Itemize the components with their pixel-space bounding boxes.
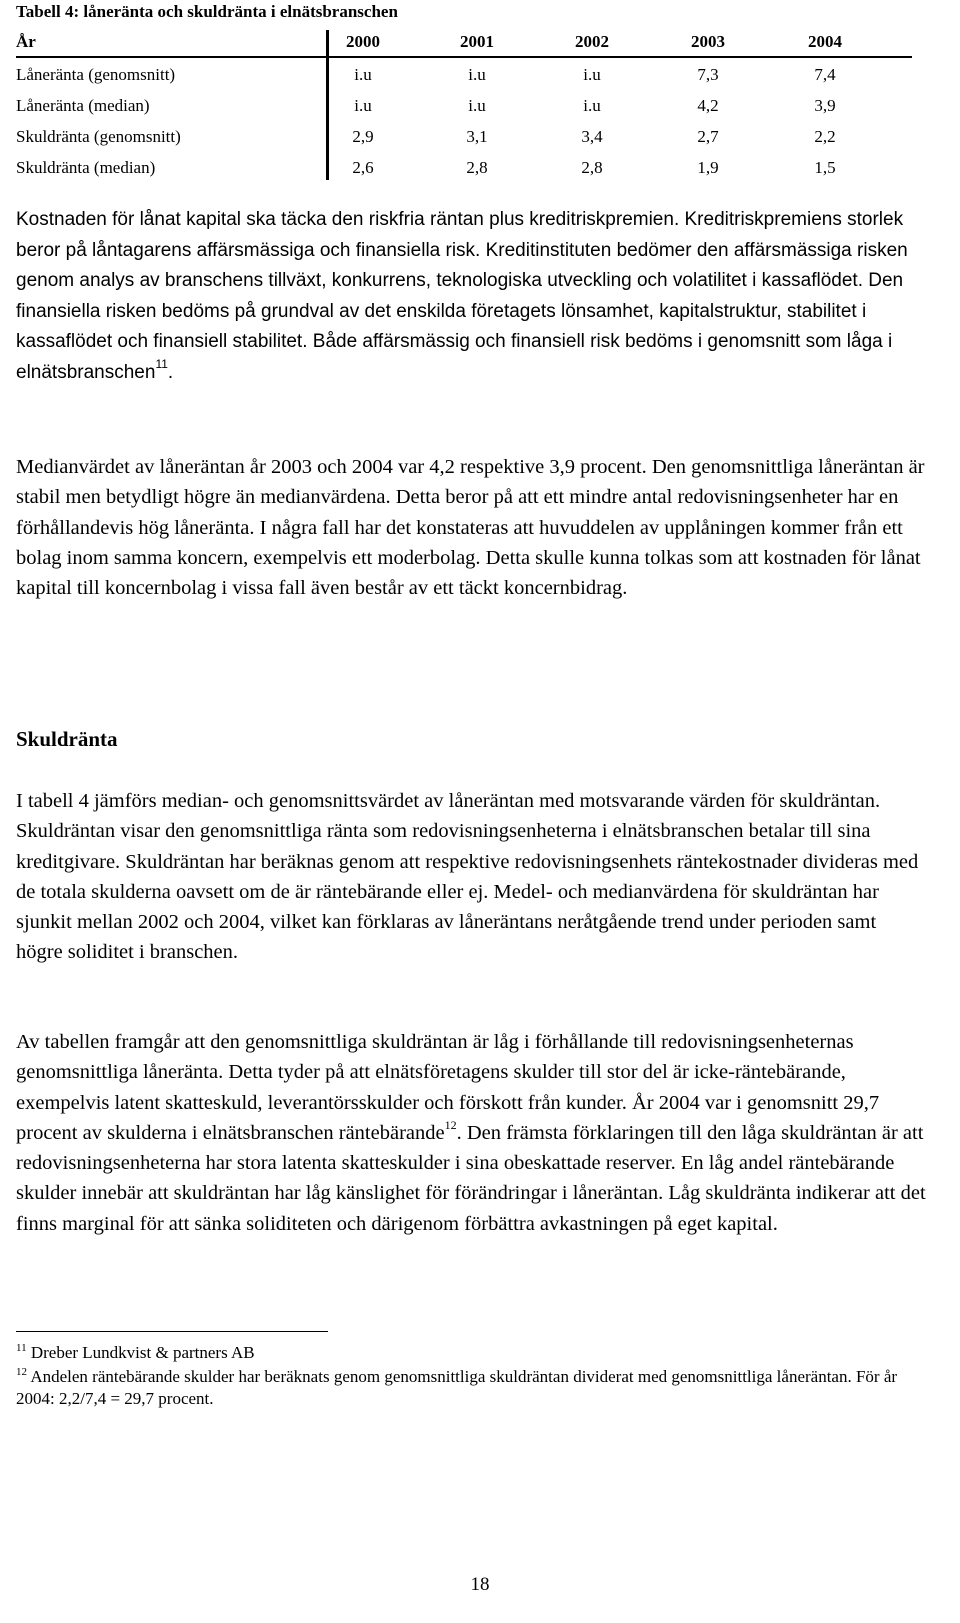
table-cell: 2,2 [814,127,836,146]
footnote-text: Andelen räntebärande skulder har beräknats genom genomsnittliga skuldräntan dividerat med genomsnittliga låneräntan. För år 2004: 2,2/7,4 = 29,7 procent. [16,1367,898,1408]
paragraph-end: . [167,361,174,383]
table-header-year: 2004 [808,32,842,51]
table-cell: 2,6 [352,158,374,177]
footnote-separator [16,1331,328,1332]
table-cell: 1,5 [814,158,836,177]
table-row-label: Skuldränta (median) [16,158,156,177]
interest-rate-table [16,30,912,185]
table-row [16,92,912,123]
table-row [16,61,912,92]
footnote-number: 11 [16,1342,27,1354]
table-header-year: 2000 [346,32,380,51]
table-cell: 2,8 [581,158,603,177]
analysis-paragraph [16,1027,926,1239]
credit-risk-paragraph [16,205,926,388]
paragraph-text: Av tabellen framgår att den genomsnittliga skuldräntan är låg i förhållande till redovisningsenheternas genomsnittliga låneränta. Detta tyder på att elnätsföretagens skulder till stor del är icke-räntebärande, exempelvis latent skatteskuld, leverantörsskulder och förskott från kunder. År 2004 var i genomsnitt 29,7 procent av skulderna i elnätsbranschen räntebärande [16,1031,880,1144]
table-cell: 3,9 [814,96,836,115]
table-header-label: År [16,32,36,51]
table-header-year: 2001 [460,32,494,51]
table-cell: 2,8 [466,158,488,177]
table-cell: i.u [468,65,486,84]
paragraph-text: Kostnaden för lånat kapital ska täcka den riskfria räntan plus kreditriskpremien. Kreditriskpremiens storlek beror på låntagarens affärsmässiga och finansiella risk. Kreditinstituten bedömer den affärsmässiga risken genom analys av branschens tillväxt, konkurrens, teknologiska utveckling och volatilitet i kassaflödet. Den finansiella risken bedöms på grundval av det enskilda företagets lönsamhet, kapitalstruktur, stabilitet i kassaflödet och finansiell stabilitet. Både affärsmässig och finansiell risk bedöms i genomsnitt som låga i elnätsbranschen [16,209,908,383]
table-cell: 1,9 [697,158,719,177]
footnote [16,1366,916,1410]
footnote-number: 12 [16,1366,27,1378]
table-cell: i.u [583,96,601,115]
table-cell: 7,3 [697,65,719,84]
paragraph-text: I tabell 4 jämförs median- och genomsnittsvärdet av låneräntan med motsvarande värden för skuldräntan. Skuldräntan visar den genomsnittliga ränta som redovisningsenheterna i elnätsbranschen betalar till sina kreditgivare. Skuldräntan har beräknas genom att respektive redovisningsenhets räntekostnader divideras med de totala skulderna oavsett om de är räntebärande eller ej. Medel- och medianvärdena för skuldräntan har sjunkit mellan 2002 och 2004, vilket kan förklaras av låneräntans neråtgående trend under perioden samt högre soliditet i branschen. [16,790,919,964]
footnote-reference[interactable]: 11 [155,356,168,371]
table-row [16,123,912,154]
table-cell: 7,4 [814,65,836,84]
table-row-label: Låneränta (genomsnitt) [16,65,176,84]
skuldranta-paragraph [16,786,926,968]
table-row [16,154,912,185]
table-cell: i.u [354,65,372,84]
table-cell: 4,2 [697,96,719,115]
table-cell: 3,4 [581,127,603,146]
footnote-reference[interactable]: 12 [444,1117,457,1132]
section-heading: Skuldränta [16,727,118,751]
table-cell: i.u [354,96,372,115]
table-header-year: 2002 [575,32,609,51]
median-paragraph [16,452,926,603]
paragraph-text: Medianvärdet av låneräntan år 2003 och 2004 var 4,2 respektive 3,9 procent. Den genomsnittliga låneräntan är stabil men betydligt högre än medianvärdena. Detta beror på att ett mindre antal redovisningsenheter har en förhållandevis hög låneränta. I några fall har det konstateras att huvuddelen av upplåningen kommer från ett bolag inom samma koncern, exempelvis ett moderbolag. Detta skulle kunna tolkas som att kostnaden för lånat kapital till koncernbolag i vissa fall även består av ett täckt koncernbidrag. [16,456,925,600]
table-row-label: Låneränta (median) [16,96,150,115]
page-number: 18 [470,1574,490,1595]
table-cell: 2,7 [697,127,719,146]
table-cell: i.u [468,96,486,115]
table-row-label: Skuldränta (genomsnitt) [16,127,181,146]
table-cell: 2,9 [352,127,374,146]
table-cell: i.u [583,65,601,84]
footnote-text: Dreber Lundkvist & partners AB [30,1343,255,1362]
footnote [16,1342,916,1364]
paragraph-text: . Den främsta förklaringen till den låga skuldräntan är att redovisningsenheterna har stora latenta skatteskulder i sina obeskattade reserver. En låg andel räntebärande skulder innebär att skuldräntan har låg känslighet för förändringar i låneräntan. Låg skuldränta indikerar att det finns marginal för att sänka soliditeten och därigenom förbättra avkastningen på eget kapital. [16,1121,926,1235]
table-caption: Tabell 4: låneränta och skuldränta i elnätsbranschen [16,2,398,21]
table-header-row [16,30,912,58]
table-header-year: 2003 [691,32,725,51]
table-cell: 3,1 [466,127,488,146]
